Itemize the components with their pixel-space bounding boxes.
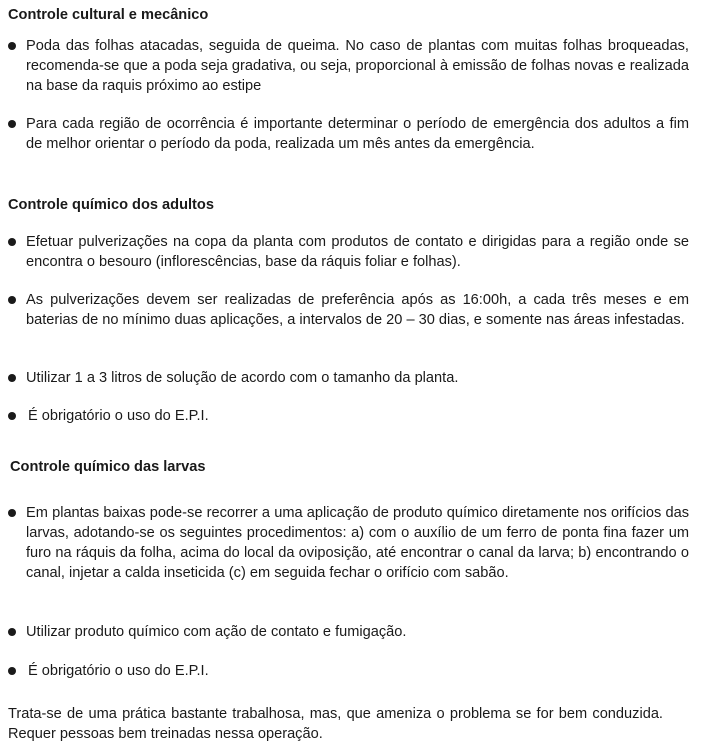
list-item bbox=[8, 290, 689, 330]
bullet-icon bbox=[8, 628, 16, 636]
closing-paragraph: Trata-se de uma prática bastante trabalhosa, mas, que ameniza o problema se for bem conduzida. Requer pessoas bem treinadas nessa operação. bbox=[8, 706, 663, 742]
list-item-text: Poda das folhas atacadas, seguida de queima. No caso de plantas com muitas folhas broqueadas, recomenda-se que a poda seja gradativa, ou seja, proporcional à emissão de folhas novas e realizada na base da raquis próximo ao estipe bbox=[26, 38, 689, 94]
list-item-text: É obrigatório o uso do E.P.I. bbox=[28, 663, 209, 679]
list-item bbox=[8, 622, 689, 642]
list-item bbox=[8, 368, 689, 388]
list-item bbox=[8, 503, 689, 583]
list-item-text: As pulverizações devem ser realizadas de preferência após as 16:00h, a cada três meses e em baterias de no mínimo duas aplicações, a intervalos de 20 – 30 dias, e somente nas áreas infestadas. bbox=[26, 292, 689, 328]
bullet-icon bbox=[8, 412, 16, 420]
bullet-icon bbox=[8, 42, 16, 50]
bullet-icon bbox=[8, 509, 16, 517]
list-item-text: Utilizar 1 a 3 litros de solução de acordo com o tamanho da planta. bbox=[26, 370, 459, 386]
list-item-text: Para cada região de ocorrência é importante determinar o período de emergência dos adultos a fim de melhor orientar o período da poda, realizada um mês antes da emergência. bbox=[26, 116, 689, 152]
section-heading-cultural: Controle cultural e mecânico bbox=[8, 7, 209, 23]
list-item bbox=[8, 406, 689, 426]
bullet-icon bbox=[8, 667, 16, 675]
bullet-icon bbox=[8, 374, 16, 382]
list-item bbox=[8, 114, 689, 154]
bullet-icon bbox=[8, 120, 16, 128]
list-item-text: Utilizar produto químico com ação de contato e fumigação. bbox=[26, 624, 407, 640]
section-heading-larvae: Controle químico das larvas bbox=[10, 459, 206, 475]
bullet-icon bbox=[8, 238, 16, 246]
list-item bbox=[8, 232, 689, 272]
list-item bbox=[8, 661, 689, 681]
bullet-icon bbox=[8, 296, 16, 304]
list-item-text: Em plantas baixas pode-se recorrer a uma aplicação de produto químico diretamente nos orifícios das larvas, adotando-se os seguintes procedimentos: a) com o auxílio de um ferro de ponta fina fazer um furo na ráquis da folha, acima do local da oviposição, até encontrar o canal da larva; b) encontrando o canal, injetar a calda inseticida (c) em seguida fechar o orifício com sabão. bbox=[26, 505, 689, 581]
list-item bbox=[8, 36, 689, 96]
list-item-text: Efetuar pulverizações na copa da planta com produtos de contato e dirigidas para a região onde se encontra o besouro (inflorescências, base da ráquis foliar e folhas). bbox=[26, 234, 689, 270]
section-heading-adults: Controle químico dos adultos bbox=[8, 197, 214, 213]
list-item-text: É obrigatório o uso do E.P.I. bbox=[28, 408, 209, 424]
